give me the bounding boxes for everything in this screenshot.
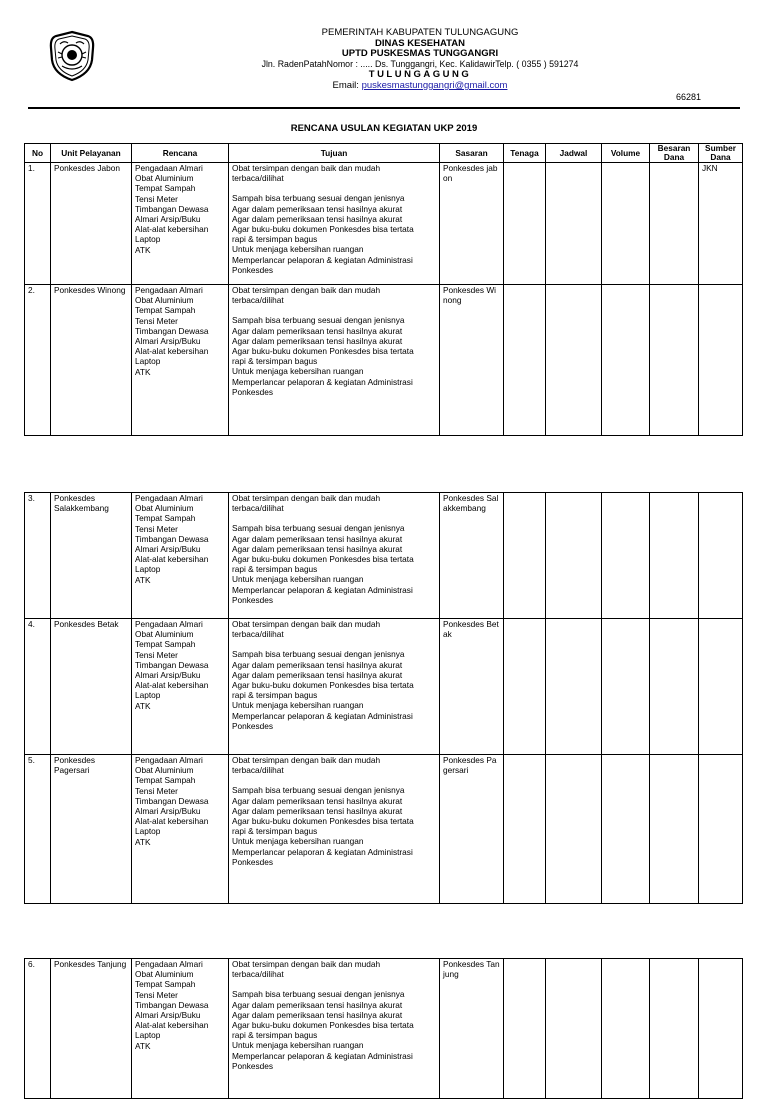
rencana-item: Laptop <box>135 1030 161 1041</box>
rencana-item: Laptop <box>135 826 161 837</box>
cell-besaran <box>650 755 699 904</box>
cell-sumber <box>699 755 743 904</box>
tujuan-line: Agar dalam pemeriksaan tensi hasilnya akurat <box>232 203 403 214</box>
tujuan-line: Ponkesdes <box>232 856 274 867</box>
col-header-volume: Volume <box>602 144 650 163</box>
table-row <box>25 755 743 904</box>
cell-tujuan <box>229 959 440 1099</box>
cell-volume <box>602 163 650 285</box>
cell-no: 5. <box>25 755 51 904</box>
rencana-item: Tempat Sampah <box>135 305 196 316</box>
tujuan-line: Memperlancar pelaporan & kegiatan Administrasi <box>232 1050 413 1061</box>
tujuan-line: Agar buku-buku dokumen Ponkesdes bisa tertata <box>232 680 414 691</box>
cell-no: 1. <box>25 163 51 285</box>
cell-unit: Ponkesdes Betak <box>51 619 132 755</box>
tujuan-line: Agar buku-buku dokumen Ponkesdes bisa tertata <box>232 816 414 827</box>
tujuan-line: rapi & tersimpan bagus <box>232 564 318 575</box>
cell-no: 3. <box>25 493 51 619</box>
rencana-item: ATK <box>135 366 151 377</box>
rencana-item: Tempat Sampah <box>135 775 196 786</box>
cell-no: 2. <box>25 285 51 436</box>
col-header-rencana: Rencana <box>132 144 229 163</box>
tujuan-line: Memperlancar pelaporan & kegiatan Administrasi <box>232 254 413 265</box>
tujuan-line: Obat tersimpan dengan baik dan mudah <box>232 493 381 503</box>
tujuan-line: rapi & tersimpan bagus <box>232 356 318 367</box>
rencana-item: Tensi Meter <box>135 649 178 660</box>
table-row <box>25 959 743 1099</box>
rencana-item: Pengadaan Almari <box>135 619 203 629</box>
rencana-item: Timbangan Dewasa <box>135 795 209 806</box>
tujuan-line: Agar dalam pemeriksaan tensi hasilnya akurat <box>232 999 403 1010</box>
rencana-item: Tensi Meter <box>135 989 178 1000</box>
cell-sasaran: Ponkesdes Betak <box>440 619 504 755</box>
cell-tenaga <box>504 959 546 1099</box>
rencana-item: Timbangan Dewasa <box>135 659 209 670</box>
cell-besaran <box>650 959 699 1099</box>
cell-sasaran: Ponkesdes Pagersari <box>440 755 504 904</box>
tujuan-line: terbaca/dilihat <box>232 765 284 776</box>
cell-rencana <box>132 619 229 755</box>
tujuan-line: Agar dalam pemeriksaan tensi hasilnya akurat <box>232 213 403 224</box>
spacer <box>232 305 436 315</box>
cell-besaran <box>650 619 699 755</box>
tujuan-line: Ponkesdes <box>232 264 274 275</box>
cell-tujuan <box>229 163 440 285</box>
tujuan-line: rapi & tersimpan bagus <box>232 826 318 837</box>
rencana-item: Tensi Meter <box>135 193 178 204</box>
rencana-item: ATK <box>135 700 151 711</box>
rencana-item: ATK <box>135 836 151 847</box>
cell-jadwal <box>546 493 602 619</box>
rencana-item: Obat Aluminium <box>135 969 194 980</box>
tujuan-line: Ponkesdes <box>232 594 274 605</box>
header-divider <box>28 107 740 109</box>
tujuan-line: Untuk menjaga kebersihan ruangan <box>232 1040 364 1051</box>
cell-tenaga <box>504 619 546 755</box>
tujuan-line: terbaca/dilihat <box>232 295 284 306</box>
cell-tujuan <box>229 493 440 619</box>
rencana-item: Alat-alat kebersihan <box>135 1020 209 1031</box>
rencana-item: ATK <box>135 1040 151 1051</box>
rencana-item: ATK <box>135 244 151 255</box>
rencana-item: Obat Aluminium <box>135 765 194 776</box>
tujuan-line: terbaca/dilihat <box>232 629 284 640</box>
tujuan-line: Obat tersimpan dengan baik dan mudah <box>232 285 381 295</box>
tujuan-line: Memperlancar pelaporan & kegiatan Administrasi <box>232 376 413 387</box>
plan-table-2 <box>24 492 743 904</box>
tujuan-line: Agar dalam pemeriksaan tensi hasilnya akurat <box>232 325 403 336</box>
tujuan-line: terbaca/dilihat <box>232 173 284 184</box>
tujuan-line: Untuk menjaga kebersihan ruangan <box>232 366 364 377</box>
header-city: TULUNGAGUNG <box>368 69 472 80</box>
header-address: Jln. RadenPatahNomor : ..... Ds. Tunggangri, Kec. KalidawirTelp. ( 0355 ) 591274 <box>261 59 579 69</box>
tujuan-line: Sampah bisa terbuang sesuai dengan jenisnya <box>232 989 405 1000</box>
rencana-item: Almari Arsip/Buku <box>135 670 201 681</box>
header-agency: DINAS KESEHATAN <box>375 38 465 49</box>
rencana-item: Alat-alat kebersihan <box>135 346 209 357</box>
cell-rencana <box>132 285 229 436</box>
header-government: PEMERINTAH KABUPATEN TULUNGAGUNG <box>321 27 519 38</box>
table-row <box>25 619 743 755</box>
col-header-sasaran: Sasaran <box>440 144 504 163</box>
rencana-item: Alat-alat kebersihan <box>135 680 209 691</box>
cell-tujuan <box>229 619 440 755</box>
tujuan-line: Ponkesdes <box>232 386 274 397</box>
postal-code: 66281 <box>676 92 702 102</box>
tujuan-line: Agar dalam pemeriksaan tensi hasilnya akurat <box>232 659 403 670</box>
cell-tenaga <box>504 493 546 619</box>
cell-sumber <box>699 285 743 436</box>
tujuan-line: Memperlancar pelaporan & kegiatan Administrasi <box>232 584 413 595</box>
rencana-item: Timbangan Dewasa <box>135 533 209 544</box>
cell-unit: Ponkesdes Pagersari <box>51 755 132 904</box>
cell-besaran <box>650 493 699 619</box>
rencana-item: Laptop <box>135 564 161 575</box>
tujuan-line: Obat tersimpan dengan baik dan mudah <box>232 619 381 629</box>
rencana-item: Pengadaan Almari <box>135 163 203 173</box>
rencana-item: Obat Aluminium <box>135 503 194 514</box>
cell-besaran <box>650 163 699 285</box>
col-header-besaran: Besaran Dana <box>650 144 699 163</box>
cell-sasaran: Ponkesdes Winong <box>440 285 504 436</box>
tujuan-line: rapi & tersimpan bagus <box>232 234 318 245</box>
tujuan-line: Agar dalam pemeriksaan tensi hasilnya akurat <box>232 543 403 554</box>
cell-rencana <box>132 959 229 1099</box>
header-unit: UPTD PUSKESMAS TUNGGANGRI <box>341 48 499 59</box>
plan-table-3 <box>24 958 743 1099</box>
tujuan-line: Ponkesdes <box>232 1060 274 1071</box>
tujuan-line: rapi & tersimpan bagus <box>232 1030 318 1041</box>
rencana-item: Pengadaan Almari <box>135 755 203 765</box>
tujuan-line: terbaca/dilihat <box>232 969 284 980</box>
rencana-item: Timbangan Dewasa <box>135 999 209 1010</box>
cell-unit: Ponkesdes Salakkembang <box>51 493 132 619</box>
email-label: Email: <box>332 80 362 91</box>
rencana-item: Obat Aluminium <box>135 629 194 640</box>
tujuan-line: Untuk menjaga kebersihan ruangan <box>232 700 364 711</box>
regency-emblem-icon <box>48 30 96 82</box>
rencana-item: Almari Arsip/Buku <box>135 806 201 817</box>
cell-sumber: JKN <box>699 163 743 285</box>
rencana-item: Tensi Meter <box>135 523 178 534</box>
cell-unit: Ponkesdes Jabon <box>51 163 132 285</box>
cell-tujuan <box>229 285 440 436</box>
tujuan-line: Agar buku-buku dokumen Ponkesdes bisa tertata <box>232 346 414 357</box>
cell-volume <box>602 959 650 1099</box>
rencana-item: Laptop <box>135 356 161 367</box>
cell-sumber <box>699 959 743 1099</box>
cell-sasaran: Ponkesdes Salakkembang <box>440 493 504 619</box>
rencana-item: Tempat Sampah <box>135 183 196 194</box>
tujuan-line: terbaca/dilihat <box>232 503 284 514</box>
rencana-item: Alat-alat kebersihan <box>135 224 209 235</box>
spacer <box>232 639 436 649</box>
tujuan-line: Memperlancar pelaporan & kegiatan Administrasi <box>232 710 413 721</box>
tujuan-line: Obat tersimpan dengan baik dan mudah <box>232 959 381 969</box>
tujuan-line: rapi & tersimpan bagus <box>232 690 318 701</box>
plan-table-1 <box>24 143 743 436</box>
rencana-item: Alat-alat kebersihan <box>135 816 209 827</box>
cell-no: 4. <box>25 619 51 755</box>
email-link[interactable]: puskesmastunggangri@gmail.com <box>361 80 508 91</box>
rencana-item: Almari Arsip/Buku <box>135 1010 201 1021</box>
tujuan-line: Obat tersimpan dengan baik dan mudah <box>232 163 381 173</box>
tujuan-line: Agar dalam pemeriksaan tensi hasilnya akurat <box>232 805 403 816</box>
cell-rencana <box>132 163 229 285</box>
tujuan-line: Agar buku-buku dokumen Ponkesdes bisa tertata <box>232 224 414 235</box>
cell-besaran <box>650 285 699 436</box>
rencana-item: Almari Arsip/Buku <box>135 544 201 555</box>
col-header-tenaga: Tenaga <box>504 144 546 163</box>
rencana-item: Tempat Sampah <box>135 639 196 650</box>
col-header-tujuan: Tujuan <box>229 144 440 163</box>
rencana-item: Pengadaan Almari <box>135 493 203 503</box>
rencana-item: Timbangan Dewasa <box>135 203 209 214</box>
spacer <box>232 513 436 523</box>
cell-jadwal <box>546 619 602 755</box>
cell-volume <box>602 619 650 755</box>
tujuan-line: Obat tersimpan dengan baik dan mudah <box>232 755 381 765</box>
rencana-item: ATK <box>135 574 151 585</box>
rencana-item: Tempat Sampah <box>135 513 196 524</box>
tujuan-line: Untuk menjaga kebersihan ruangan <box>232 574 364 585</box>
cell-volume <box>602 493 650 619</box>
tujuan-line: Sampah bisa terbuang sesuai dengan jenisnya <box>232 315 405 326</box>
rencana-item: Alat-alat kebersihan <box>135 554 209 565</box>
rencana-item: Tempat Sampah <box>135 979 196 990</box>
tujuan-line: Sampah bisa terbuang sesuai dengan jenisnya <box>232 785 405 796</box>
tujuan-line: Untuk menjaga kebersihan ruangan <box>232 836 364 847</box>
cell-unit: Ponkesdes Winong <box>51 285 132 436</box>
tujuan-line: Agar dalam pemeriksaan tensi hasilnya akurat <box>232 335 403 346</box>
rencana-item: Tensi Meter <box>135 785 178 796</box>
cell-jadwal <box>546 163 602 285</box>
rencana-item: Almari Arsip/Buku <box>135 336 201 347</box>
cell-tenaga <box>504 285 546 436</box>
tujuan-line: Agar dalam pemeriksaan tensi hasilnya akurat <box>232 1009 403 1020</box>
document-title: RENCANA USULAN KEGIATAN UKP 2019 <box>290 123 478 134</box>
table-row <box>25 493 743 619</box>
spacer <box>232 183 436 193</box>
tujuan-line: Agar dalam pemeriksaan tensi hasilnya akurat <box>232 669 403 680</box>
tujuan-line: Sampah bisa terbuang sesuai dengan jenisnya <box>232 193 405 204</box>
cell-sasaran: Ponkesdes Tanjung <box>440 959 504 1099</box>
cell-tenaga <box>504 755 546 904</box>
cell-jadwal <box>546 755 602 904</box>
cell-tenaga <box>504 163 546 285</box>
cell-unit: Ponkesdes Tanjung <box>51 959 132 1099</box>
col-header-jadwal: Jadwal <box>546 144 602 163</box>
cell-jadwal <box>546 959 602 1099</box>
tujuan-line: Agar buku-buku dokumen Ponkesdes bisa tertata <box>232 554 414 565</box>
cell-rencana <box>132 493 229 619</box>
rencana-item: Obat Aluminium <box>135 173 194 184</box>
tujuan-line: Memperlancar pelaporan & kegiatan Administrasi <box>232 846 413 857</box>
rencana-item: Tensi Meter <box>135 315 178 326</box>
rencana-item: Obat Aluminium <box>135 295 194 306</box>
rencana-item: Laptop <box>135 234 161 245</box>
cell-jadwal <box>546 285 602 436</box>
rencana-item: Laptop <box>135 690 161 701</box>
tujuan-line: Agar buku-buku dokumen Ponkesdes bisa tertata <box>232 1020 414 1031</box>
spacer <box>232 775 436 785</box>
rencana-item: Pengadaan Almari <box>135 285 203 295</box>
table-row <box>25 285 743 436</box>
cell-tujuan <box>229 755 440 904</box>
rencana-item: Almari Arsip/Buku <box>135 214 201 225</box>
tujuan-line: Untuk menjaga kebersihan ruangan <box>232 244 364 255</box>
col-header-sumber: Sumber Dana <box>699 144 743 163</box>
cell-sasaran: Ponkesdes jabon <box>440 163 504 285</box>
tujuan-line: Sampah bisa terbuang sesuai dengan jenisnya <box>232 523 405 534</box>
table-row <box>25 163 743 285</box>
table-header-row <box>25 144 743 163</box>
col-header-no: No <box>25 144 51 163</box>
header-email-line <box>230 80 610 91</box>
tujuan-line: Agar dalam pemeriksaan tensi hasilnya akurat <box>232 533 403 544</box>
col-header-unit: Unit Pelayanan <box>51 144 132 163</box>
rencana-item: Pengadaan Almari <box>135 959 203 969</box>
cell-rencana <box>132 755 229 904</box>
cell-volume <box>602 285 650 436</box>
cell-sumber <box>699 619 743 755</box>
cell-volume <box>602 755 650 904</box>
tujuan-line: Agar dalam pemeriksaan tensi hasilnya akurat <box>232 795 403 806</box>
spacer <box>232 979 436 989</box>
cell-sumber <box>699 493 743 619</box>
tujuan-line: Sampah bisa terbuang sesuai dengan jenisnya <box>232 649 405 660</box>
tujuan-line: Ponkesdes <box>232 720 274 731</box>
rencana-item: Timbangan Dewasa <box>135 325 209 336</box>
cell-no: 6. <box>25 959 51 1099</box>
